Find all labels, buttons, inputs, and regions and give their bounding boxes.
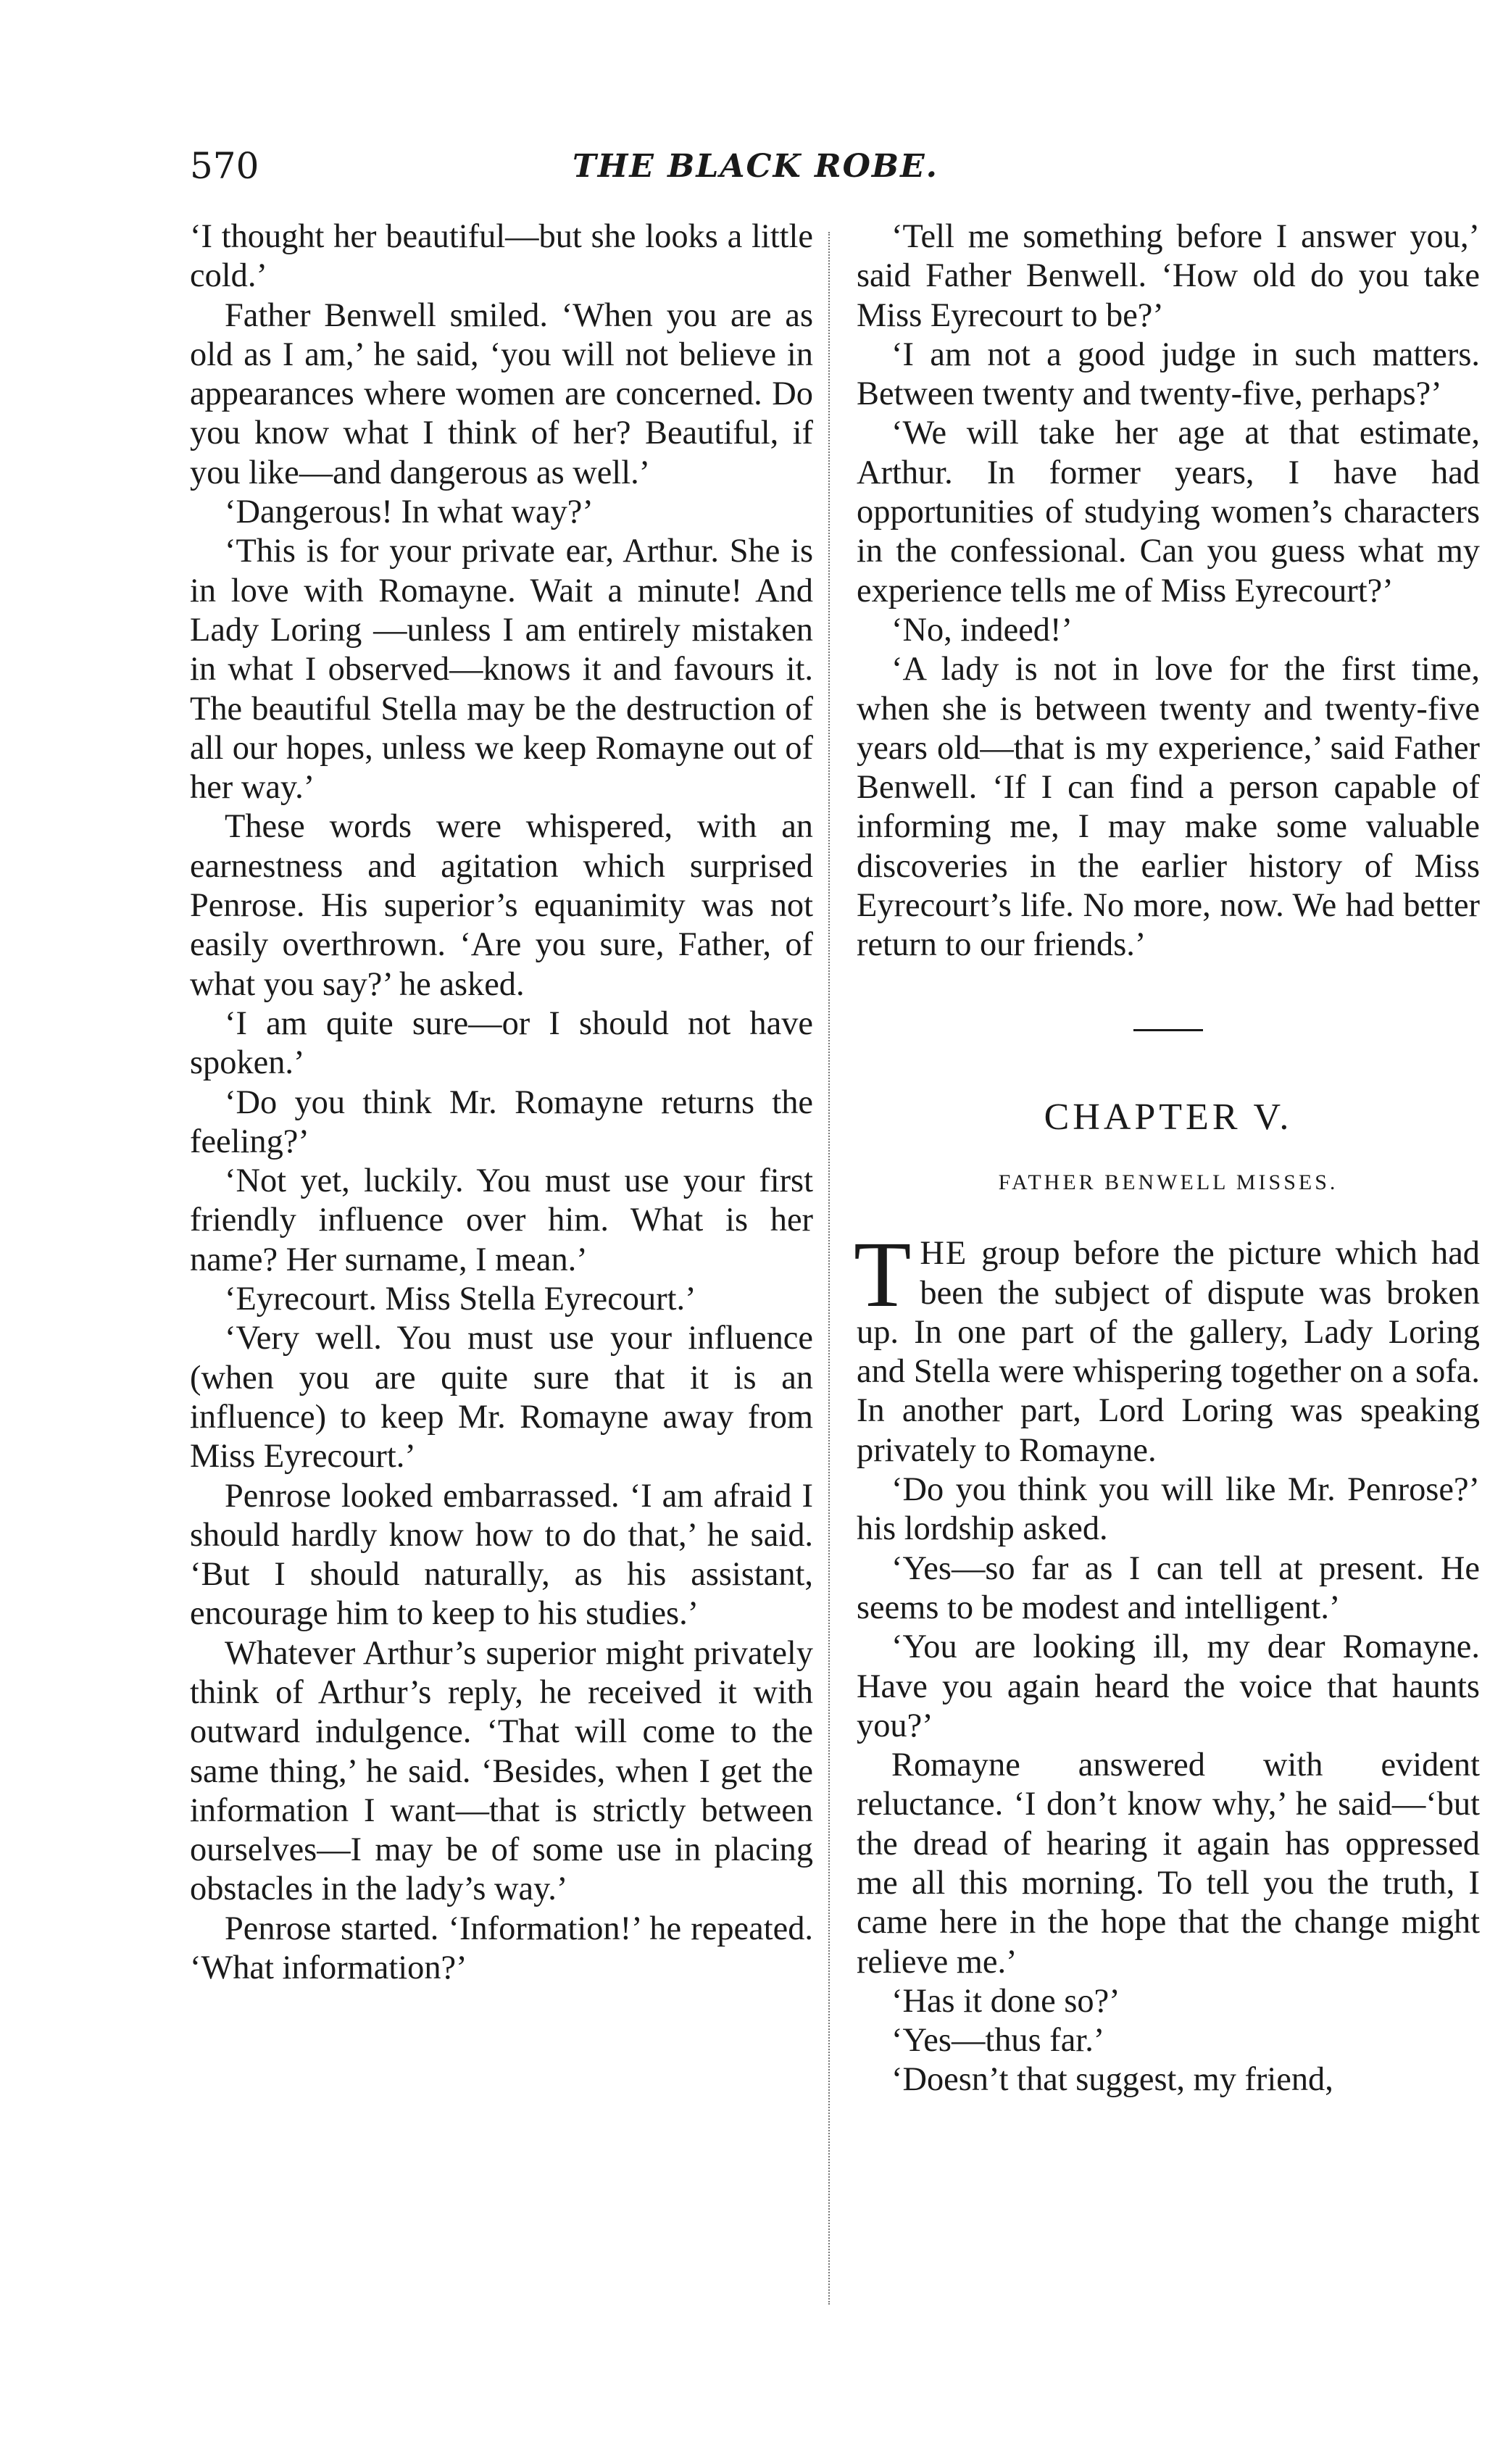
- paragraph: ‘Do you think Mr. Romayne returns the feeling?’: [190, 1083, 813, 1160]
- paragraph: ‘Tell me something before I answer you,’ said Father Benwell. ‘How old do you take Miss Eyrecourt to be?’: [857, 218, 1480, 334]
- paragraph: ‘Has it done so?’: [891, 1982, 1120, 2020]
- paragraph: ‘We will take her age at that estimate, Arthur. In former years, I have had opportunities of studying women’s characters in the confessional. Can you guess what my experience tells me of Miss Eyrecourt?’: [857, 415, 1480, 609]
- paragraph: ‘I am not a good judge in such matters. Between twenty and twenty-five, perhaps?’: [857, 336, 1480, 413]
- paragraph: ‘Dangerous! In what way?’: [225, 494, 594, 531]
- paragraph: ‘Do you think you will like Mr. Penrose?’ his lordship asked.: [857, 1471, 1480, 1548]
- section-break-rule: [1133, 1029, 1203, 1031]
- column-divider: [828, 232, 830, 2305]
- right-column: [854, 217, 1480, 2100]
- paragraph: ‘Eyrecourt. Miss Stella Eyrecourt.’: [225, 1281, 696, 1318]
- paragraph: Romayne answered with evident reluctance. ‘I don’t know why,’ he said—‘but the dread of hearing it again has oppressed me all this morning. To tell you the truth, I came here in the hope that the change might relieve me.’: [857, 1747, 1480, 1981]
- paragraph: Penrose started. ‘Information!’ he repeated. ‘What information?’: [190, 1910, 813, 1987]
- paragraph: ‘You are looking ill, my dear Romayne. Have you again heard the voice that haunts you?’: [857, 1628, 1480, 1744]
- paragraph: ‘This is for your private ear, Arthur. She is in love with Romayne. Wait a minute! And Lady Loring —unless I am entirely mistaken in what I observed—knows it and favours it. The beautiful Stella may be the destruction of all our hopes, unless we keep Romayne out of her way.’: [190, 533, 813, 807]
- opening-text: group before the picture which had been the subject of dispute was broken up. In one part of the gallery, Lady Loring and Stella were whispering together on a sofa. In another part, Lord Loring was speaking privately to Romayne.: [857, 1235, 1480, 1469]
- paragraph: ‘Very well. You must use your influence (when you are quite sure that it is an influence) to keep Mr. Romayne away from Miss Eyrecourt.’: [190, 1320, 813, 1476]
- left-column: [190, 217, 813, 1988]
- opening-words: HE: [920, 1235, 968, 1273]
- paragraph: These words were whispered, with an earnestness and agitation which surprised Penrose. His superior’s equanimity was not easily overthrown. ‘Are you sure, Father, of what you say?’ he asked.: [190, 808, 813, 1003]
- paragraph: ‘I am quite sure—or I should not have spoken.’: [190, 1004, 813, 1082]
- paragraph: Father Benwell smiled. ‘When you are as old as I am,’ he said, ‘you will not believe in appearances where women are concerned. Do you know what I think of her? Beautiful, if you like—and dangerous as well.’: [190, 296, 813, 491]
- drop-cap: T: [854, 1223, 912, 1328]
- paragraph: Penrose looked embarrassed. ‘I am afraid I should hardly know how to do that,’ he said. ‘But I should naturally, as his assistant, encourage him to keep to his studies.’: [190, 1477, 813, 1633]
- page-number: 570: [190, 145, 259, 187]
- paragraph: ‘No, indeed!’: [891, 611, 1073, 649]
- paragraph: Whatever Arthur’s superior might privately think of Arthur’s reply, he received it with outward indulgence. ‘That will come to the same thing,’ he said. ‘Besides, when I get the information I want—that is strictly between ourselves—I may be of some use in placing obstacles in the lady’s way.’: [190, 1634, 813, 1908]
- paragraph: ‘Yes—thus far.’: [891, 2022, 1105, 2060]
- chapter-heading: CHAPTER V.: [1044, 1096, 1293, 1138]
- running-title: THE BLACK ROBE.: [573, 148, 938, 185]
- paragraph: ‘I thought her beautiful—but she looks a little cold.’: [190, 218, 813, 295]
- paragraph: ‘Doesn’t that suggest, my friend,: [891, 2061, 1333, 2099]
- chapter-opening-paragraph: [854, 1223, 1480, 1470]
- paragraph: ‘Not yet, luckily. You must use your first friendly influence over him. What is her name? Her surname, I mean.’: [190, 1162, 813, 1278]
- chapter-subtitle: FATHER BENWELL MISSES.: [998, 1170, 1339, 1194]
- paragraph: ‘Yes—so far as I can tell at present. He seems to be modest and intelligent.’: [857, 1549, 1480, 1626]
- paragraph: ‘A lady is not in love for the first time, when she is between twenty and twenty-five years old—that is my experience,’ said Father Benwell. ‘If I can find a person capable of informing me, I may make some valuable discoveries in the earlier history of Miss Eyrecourt’s life. No more, now. We had better return to our friends.’: [857, 651, 1480, 964]
